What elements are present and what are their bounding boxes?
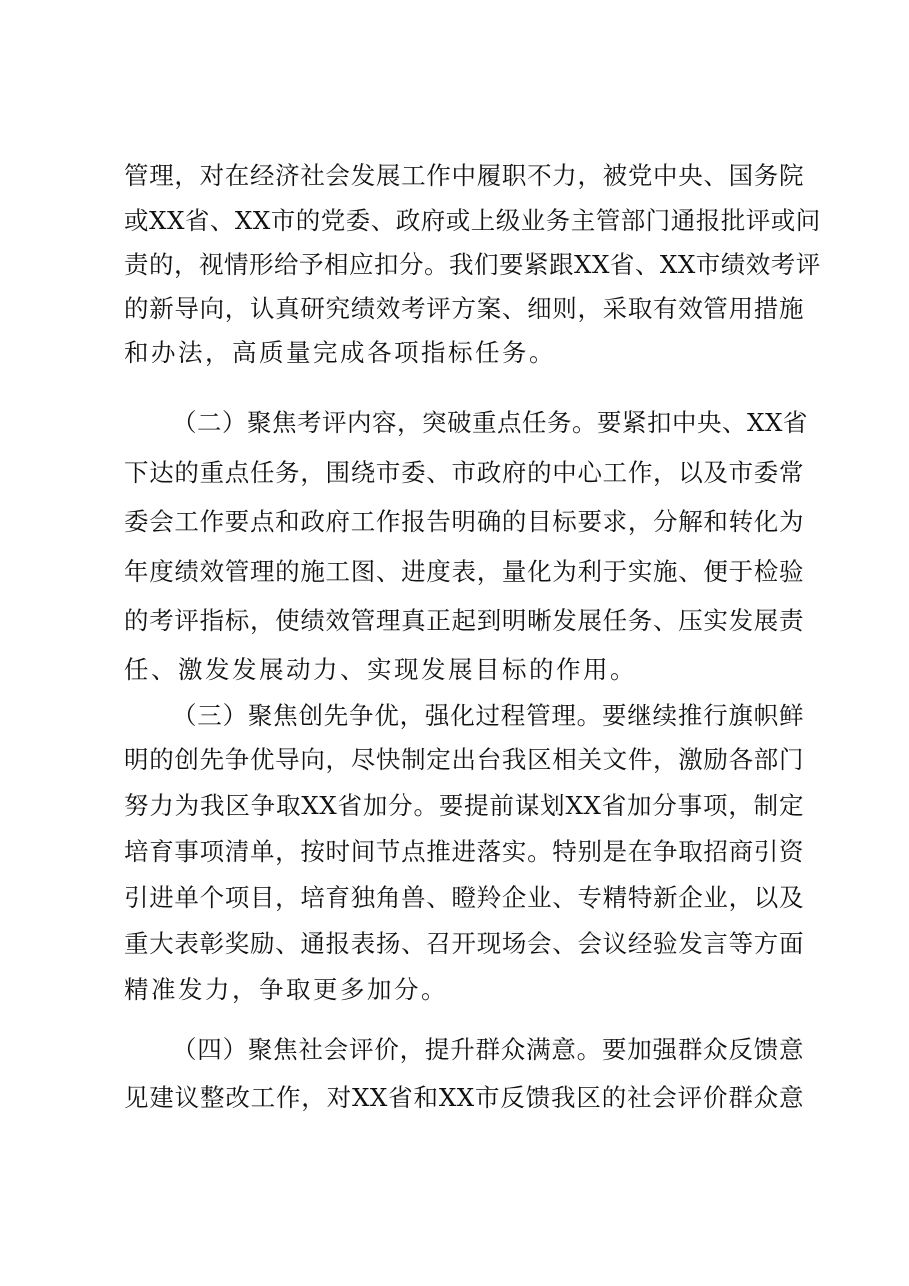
paragraph-line: 任、激发发展动力、实现发展目标的作用。 <box>124 655 637 684</box>
paragraph-line: 年度绩效管理的施工图、进度表，量化为利于实施、便于检验 <box>124 557 804 586</box>
paragraph-line: 的新导向，认真研究绩效考评方案、细则，采取有效管用措施 <box>124 294 804 323</box>
paragraph-line: 明的创先争优导向，尽快制定出台我区相关文件，激励各部门 <box>124 745 804 774</box>
paragraph-line: 管理，对在经济社会发展工作中履职不力，被党中央、国务院 <box>124 161 804 190</box>
paragraph-line: 引进单个项目，培育独角兽、瞪羚企业、专精特新企业，以及 <box>124 883 804 912</box>
paragraph-line: 责的，视情形给予相应扣分。我们要紧跟XX省、XX市绩效考评 <box>124 250 821 279</box>
paragraph-line: 培育事项清单，按时间节点推进落实。特别是在争取招商引资 <box>124 837 804 866</box>
paragraph-line: 或XX省、XX市的党委、政府或上级业务主管部门通报批评或问 <box>124 206 821 235</box>
paragraph-line: 努力为我区争取XX省加分。要提前谋划XX省加分事项，制定 <box>124 791 804 820</box>
paragraph-line: 委会工作要点和政府工作报告明确的目标要求，分解和转化为 <box>124 507 804 536</box>
paragraph-line: 下达的重点任务，围绕市委、市政府的中心工作，以及市委常 <box>124 458 804 487</box>
paragraph-line: 精准发力，争取更多加分。 <box>124 975 448 1004</box>
paragraph-line: （二）聚焦考评内容，突破重点任务。要紧扣中央、XX省 <box>172 408 808 437</box>
paragraph-line: 的考评指标，使绩效管理真正起到明晰发展任务、压实发展责 <box>124 606 804 635</box>
paragraph-line: 重大表彰奖励、通报表扬、召开现场会、会议经验发言等方面 <box>124 929 804 958</box>
paragraph-line: （四）聚焦社会评价，提升群众满意。要加强群众反馈意 <box>172 1035 804 1064</box>
paragraph-line: （三）聚焦创先争优，强化过程管理。要继续推行旗帜鲜 <box>172 701 804 730</box>
paragraph-line: 见建议整改工作，对XX省和XX市反馈我区的社会评价群众意 <box>124 1083 804 1112</box>
paragraph-line: 和办法，高质量完成各项指标任务。 <box>124 338 556 367</box>
